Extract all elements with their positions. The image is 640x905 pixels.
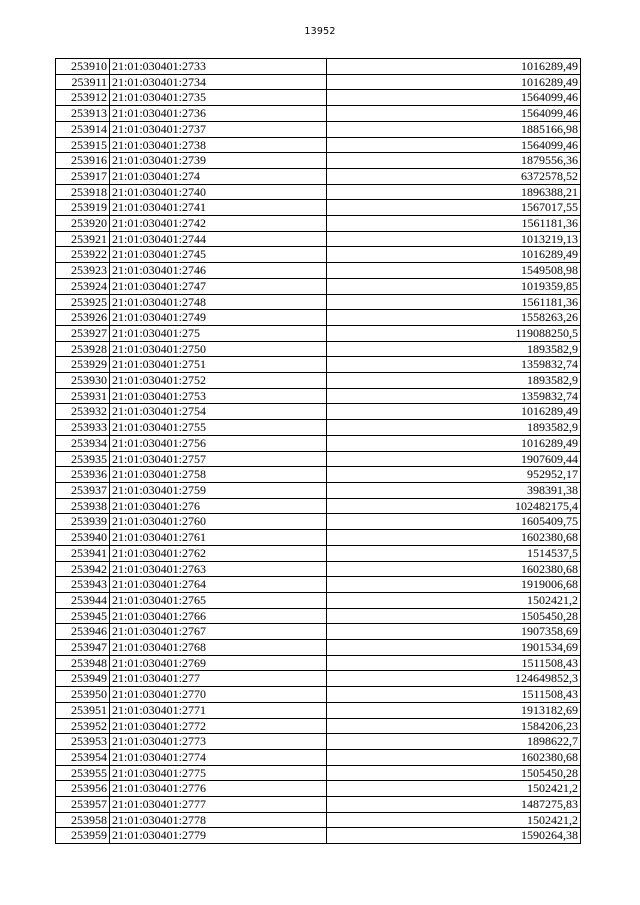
cadastral-number-cell: 21:01:030401:2744 <box>110 231 327 247</box>
cadastral-number-cell: 21:01:030401:2740 <box>110 184 327 200</box>
table-row <box>56 451 581 467</box>
row-number-cell: 253958 <box>56 812 110 828</box>
cadastral-value-cell: 1016289,49 <box>327 404 581 420</box>
cadastral-value-cell: 1907609,44 <box>327 451 581 467</box>
row-number-cell: 253949 <box>56 671 110 687</box>
row-number-cell: 253916 <box>56 153 110 169</box>
cadastral-value-cell: 6372578,52 <box>327 168 581 184</box>
table-row <box>56 640 581 656</box>
cadastral-number-cell: 21:01:030401:2746 <box>110 263 327 279</box>
cadastral-number-cell: 21:01:030401:2767 <box>110 624 327 640</box>
cadastral-value-cell: 1505450,28 <box>327 608 581 624</box>
cadastral-number-cell: 21:01:030401:2761 <box>110 530 327 546</box>
table-row <box>56 435 581 451</box>
cadastral-number-cell: 21:01:030401:2742 <box>110 216 327 232</box>
row-number-cell: 253941 <box>56 545 110 561</box>
row-number-cell: 253929 <box>56 357 110 373</box>
cadastral-value-cell: 1898622,7 <box>327 734 581 750</box>
cadastral-number-cell: 21:01:030401:2749 <box>110 310 327 326</box>
cadastral-value-cell: 1590264,38 <box>327 828 581 844</box>
cadastral-value-cell: 1487275,83 <box>327 797 581 813</box>
cadastral-value-cell: 1502421,2 <box>327 592 581 608</box>
cadastral-number-cell: 21:01:030401:2763 <box>110 561 327 577</box>
table-row <box>56 467 581 483</box>
row-number-cell: 253957 <box>56 797 110 813</box>
table-row <box>56 90 581 106</box>
cadastral-number-cell: 21:01:030401:2779 <box>110 828 327 844</box>
row-number-cell: 253939 <box>56 514 110 530</box>
cadastral-number-cell: 21:01:030401:2769 <box>110 655 327 671</box>
cadastral-number-cell: 21:01:030401:2774 <box>110 749 327 765</box>
row-number-cell: 253936 <box>56 467 110 483</box>
row-number-cell: 253938 <box>56 498 110 514</box>
cadastral-number-cell: 21:01:030401:2741 <box>110 200 327 216</box>
cadastral-value-cell: 1602380,68 <box>327 749 581 765</box>
cadastral-value-cell: 1502421,2 <box>327 781 581 797</box>
table-row <box>56 216 581 232</box>
cadastral-number-cell: 21:01:030401:2766 <box>110 608 327 624</box>
row-number-cell: 253915 <box>56 137 110 153</box>
table-row <box>56 812 581 828</box>
table-row <box>56 59 581 75</box>
cadastral-value-cell: 1016289,49 <box>327 435 581 451</box>
cadastral-number-cell: 21:01:030401:276 <box>110 498 327 514</box>
cadastral-value-cell: 1879556,36 <box>327 153 581 169</box>
cadastral-value-cell: 1893582,9 <box>327 420 581 436</box>
cadastral-number-cell: 21:01:030401:2738 <box>110 137 327 153</box>
table-row <box>56 357 581 373</box>
cadastral-number-cell: 21:01:030401:2733 <box>110 59 327 75</box>
cadastral-value-cell: 1896388,21 <box>327 184 581 200</box>
row-number-cell: 253921 <box>56 231 110 247</box>
cadastral-value-cell: 1567017,55 <box>327 200 581 216</box>
row-number-cell: 253911 <box>56 74 110 90</box>
table-row <box>56 498 581 514</box>
row-number-cell: 253950 <box>56 687 110 703</box>
cadastral-number-cell: 21:01:030401:275 <box>110 325 327 341</box>
row-number-cell: 253922 <box>56 247 110 263</box>
cadastral-number-cell: 21:01:030401:2754 <box>110 404 327 420</box>
cadastral-number-cell: 21:01:030401:2777 <box>110 797 327 813</box>
row-number-cell: 253924 <box>56 278 110 294</box>
row-number-cell: 253937 <box>56 482 110 498</box>
cadastral-number-cell: 21:01:030401:2737 <box>110 121 327 137</box>
row-number-cell: 253930 <box>56 373 110 389</box>
table-row <box>56 388 581 404</box>
cadastral-number-cell: 21:01:030401:2751 <box>110 357 327 373</box>
cadastral-number-cell: 21:01:030401:2753 <box>110 388 327 404</box>
table-row <box>56 184 581 200</box>
cadastral-value-cell: 1602380,68 <box>327 530 581 546</box>
row-number-cell: 253920 <box>56 216 110 232</box>
row-number-cell: 253942 <box>56 561 110 577</box>
cadastral-number-cell: 21:01:030401:2770 <box>110 687 327 703</box>
table-body <box>56 59 581 844</box>
cadastral-value-cell: 1893582,9 <box>327 373 581 389</box>
row-number-cell: 253944 <box>56 592 110 608</box>
table-row <box>56 781 581 797</box>
cadastral-number-cell: 21:01:030401:2757 <box>110 451 327 467</box>
row-number-cell: 253954 <box>56 749 110 765</box>
table-row <box>56 121 581 137</box>
cadastral-value-cell: 1558263,26 <box>327 310 581 326</box>
cadastral-value-cell: 1502421,2 <box>327 812 581 828</box>
table-row <box>56 325 581 341</box>
row-number-cell: 253910 <box>56 59 110 75</box>
cadastral-number-cell: 21:01:030401:2735 <box>110 90 327 106</box>
table-row <box>56 702 581 718</box>
row-number-cell: 253940 <box>56 530 110 546</box>
cadastral-value-cell: 1602380,68 <box>327 561 581 577</box>
cadastral-value-cell: 1907358,69 <box>327 624 581 640</box>
cadastral-number-cell: 21:01:030401:2771 <box>110 702 327 718</box>
cadastral-value-cell: 1016289,49 <box>327 59 581 75</box>
cadastral-number-cell: 21:01:030401:2752 <box>110 373 327 389</box>
cadastral-number-cell: 21:01:030401:2747 <box>110 278 327 294</box>
cadastral-value-cell: 1561181,36 <box>327 216 581 232</box>
cadastral-value-cell: 1505450,28 <box>327 765 581 781</box>
row-number-cell: 253931 <box>56 388 110 404</box>
row-number-cell: 253914 <box>56 121 110 137</box>
cadastral-number-cell: 21:01:030401:2755 <box>110 420 327 436</box>
table-row <box>56 671 581 687</box>
table-row <box>56 200 581 216</box>
table-row <box>56 168 581 184</box>
row-number-cell: 253952 <box>56 718 110 734</box>
cadastral-value-cell: 1359832,74 <box>327 357 581 373</box>
cadastral-value-cell: 1514537,5 <box>327 545 581 561</box>
cadastral-value-cell: 1511508,43 <box>327 655 581 671</box>
row-number-cell: 253951 <box>56 702 110 718</box>
cadastral-value-table <box>55 58 581 844</box>
table-row <box>56 310 581 326</box>
table-row <box>56 404 581 420</box>
table-row <box>56 687 581 703</box>
table-row <box>56 592 581 608</box>
cadastral-number-cell: 21:01:030401:2736 <box>110 106 327 122</box>
row-number-cell: 253943 <box>56 577 110 593</box>
cadastral-number-cell: 21:01:030401:2762 <box>110 545 327 561</box>
table-row <box>56 797 581 813</box>
cadastral-value-cell: 102482175,4 <box>327 498 581 514</box>
row-number-cell: 253953 <box>56 734 110 750</box>
table-row <box>56 137 581 153</box>
cadastral-value-cell: 1359832,74 <box>327 388 581 404</box>
table-row <box>56 263 581 279</box>
cadastral-number-cell: 21:01:030401:277 <box>110 671 327 687</box>
cadastral-value-cell: 1564099,46 <box>327 90 581 106</box>
table-row <box>56 765 581 781</box>
row-number-cell: 253959 <box>56 828 110 844</box>
cadastral-number-cell: 21:01:030401:2734 <box>110 74 327 90</box>
cadastral-number-cell: 21:01:030401:2764 <box>110 577 327 593</box>
cadastral-value-cell: 1549508,98 <box>327 263 581 279</box>
cadastral-value-cell: 1564099,46 <box>327 106 581 122</box>
cadastral-value-cell: 1913182,69 <box>327 702 581 718</box>
cadastral-value-cell: 119088250,5 <box>327 325 581 341</box>
cadastral-number-cell: 21:01:030401:2775 <box>110 765 327 781</box>
table-row <box>56 561 581 577</box>
table-row <box>56 828 581 844</box>
cadastral-number-cell: 21:01:030401:274 <box>110 168 327 184</box>
cadastral-value-cell: 1885166,98 <box>327 121 581 137</box>
table-row <box>56 577 581 593</box>
cadastral-value-cell: 398391,38 <box>327 482 581 498</box>
cadastral-number-cell: 21:01:030401:2772 <box>110 718 327 734</box>
cadastral-number-cell: 21:01:030401:2756 <box>110 435 327 451</box>
table-row <box>56 608 581 624</box>
table-row <box>56 718 581 734</box>
row-number-cell: 253917 <box>56 168 110 184</box>
row-number-cell: 253934 <box>56 435 110 451</box>
table-row <box>56 545 581 561</box>
cadastral-value-cell: 1019359,85 <box>327 278 581 294</box>
row-number-cell: 253945 <box>56 608 110 624</box>
cadastral-value-cell: 1605409,75 <box>327 514 581 530</box>
table-row <box>56 655 581 671</box>
cadastral-value-cell: 1511508,43 <box>327 687 581 703</box>
table-row <box>56 420 581 436</box>
row-number-cell: 253948 <box>56 655 110 671</box>
table-row <box>56 624 581 640</box>
cadastral-number-cell: 21:01:030401:2776 <box>110 781 327 797</box>
row-number-cell: 253927 <box>56 325 110 341</box>
cadastral-number-cell: 21:01:030401:2748 <box>110 294 327 310</box>
row-number-cell: 253925 <box>56 294 110 310</box>
row-number-cell: 253926 <box>56 310 110 326</box>
table-row <box>56 153 581 169</box>
cadastral-value-cell: 124649852,3 <box>327 671 581 687</box>
table-row <box>56 278 581 294</box>
row-number-cell: 253955 <box>56 765 110 781</box>
table-row <box>56 231 581 247</box>
row-number-cell: 253935 <box>56 451 110 467</box>
cadastral-number-cell: 21:01:030401:2739 <box>110 153 327 169</box>
cadastral-number-cell: 21:01:030401:2745 <box>110 247 327 263</box>
cadastral-value-cell: 1584206,23 <box>327 718 581 734</box>
row-number-cell: 253956 <box>56 781 110 797</box>
table-row <box>56 74 581 90</box>
row-number-cell: 253946 <box>56 624 110 640</box>
cadastral-number-cell: 21:01:030401:2768 <box>110 640 327 656</box>
row-number-cell: 253923 <box>56 263 110 279</box>
page-number: 13952 <box>304 26 336 37</box>
table-row <box>56 482 581 498</box>
table-row <box>56 341 581 357</box>
row-number-cell: 253919 <box>56 200 110 216</box>
cadastral-number-cell: 21:01:030401:2759 <box>110 482 327 498</box>
cadastral-value-cell: 1919006,68 <box>327 577 581 593</box>
table-row <box>56 247 581 263</box>
table-row <box>56 530 581 546</box>
cadastral-value-cell: 1016289,49 <box>327 247 581 263</box>
row-number-cell: 253932 <box>56 404 110 420</box>
table-row <box>56 373 581 389</box>
table-row <box>56 749 581 765</box>
cadastral-number-cell: 21:01:030401:2778 <box>110 812 327 828</box>
cadastral-value-cell: 1016289,49 <box>327 74 581 90</box>
cadastral-value-cell: 1901534,69 <box>327 640 581 656</box>
row-number-cell: 253918 <box>56 184 110 200</box>
cadastral-value-cell: 1013219,13 <box>327 231 581 247</box>
cadastral-number-cell: 21:01:030401:2760 <box>110 514 327 530</box>
row-number-cell: 253933 <box>56 420 110 436</box>
table-row <box>56 734 581 750</box>
cadastral-value-cell: 1561181,36 <box>327 294 581 310</box>
cadastral-number-cell: 21:01:030401:2758 <box>110 467 327 483</box>
cadastral-number-cell: 21:01:030401:2750 <box>110 341 327 357</box>
row-number-cell: 253947 <box>56 640 110 656</box>
cadastral-number-cell: 21:01:030401:2773 <box>110 734 327 750</box>
cadastral-value-cell: 1564099,46 <box>327 137 581 153</box>
table-row <box>56 514 581 530</box>
row-number-cell: 253913 <box>56 106 110 122</box>
table-row <box>56 106 581 122</box>
row-number-cell: 253928 <box>56 341 110 357</box>
cadastral-value-cell: 952952,17 <box>327 467 581 483</box>
cadastral-number-cell: 21:01:030401:2765 <box>110 592 327 608</box>
table-row <box>56 294 581 310</box>
row-number-cell: 253912 <box>56 90 110 106</box>
cadastral-value-cell: 1893582,9 <box>327 341 581 357</box>
